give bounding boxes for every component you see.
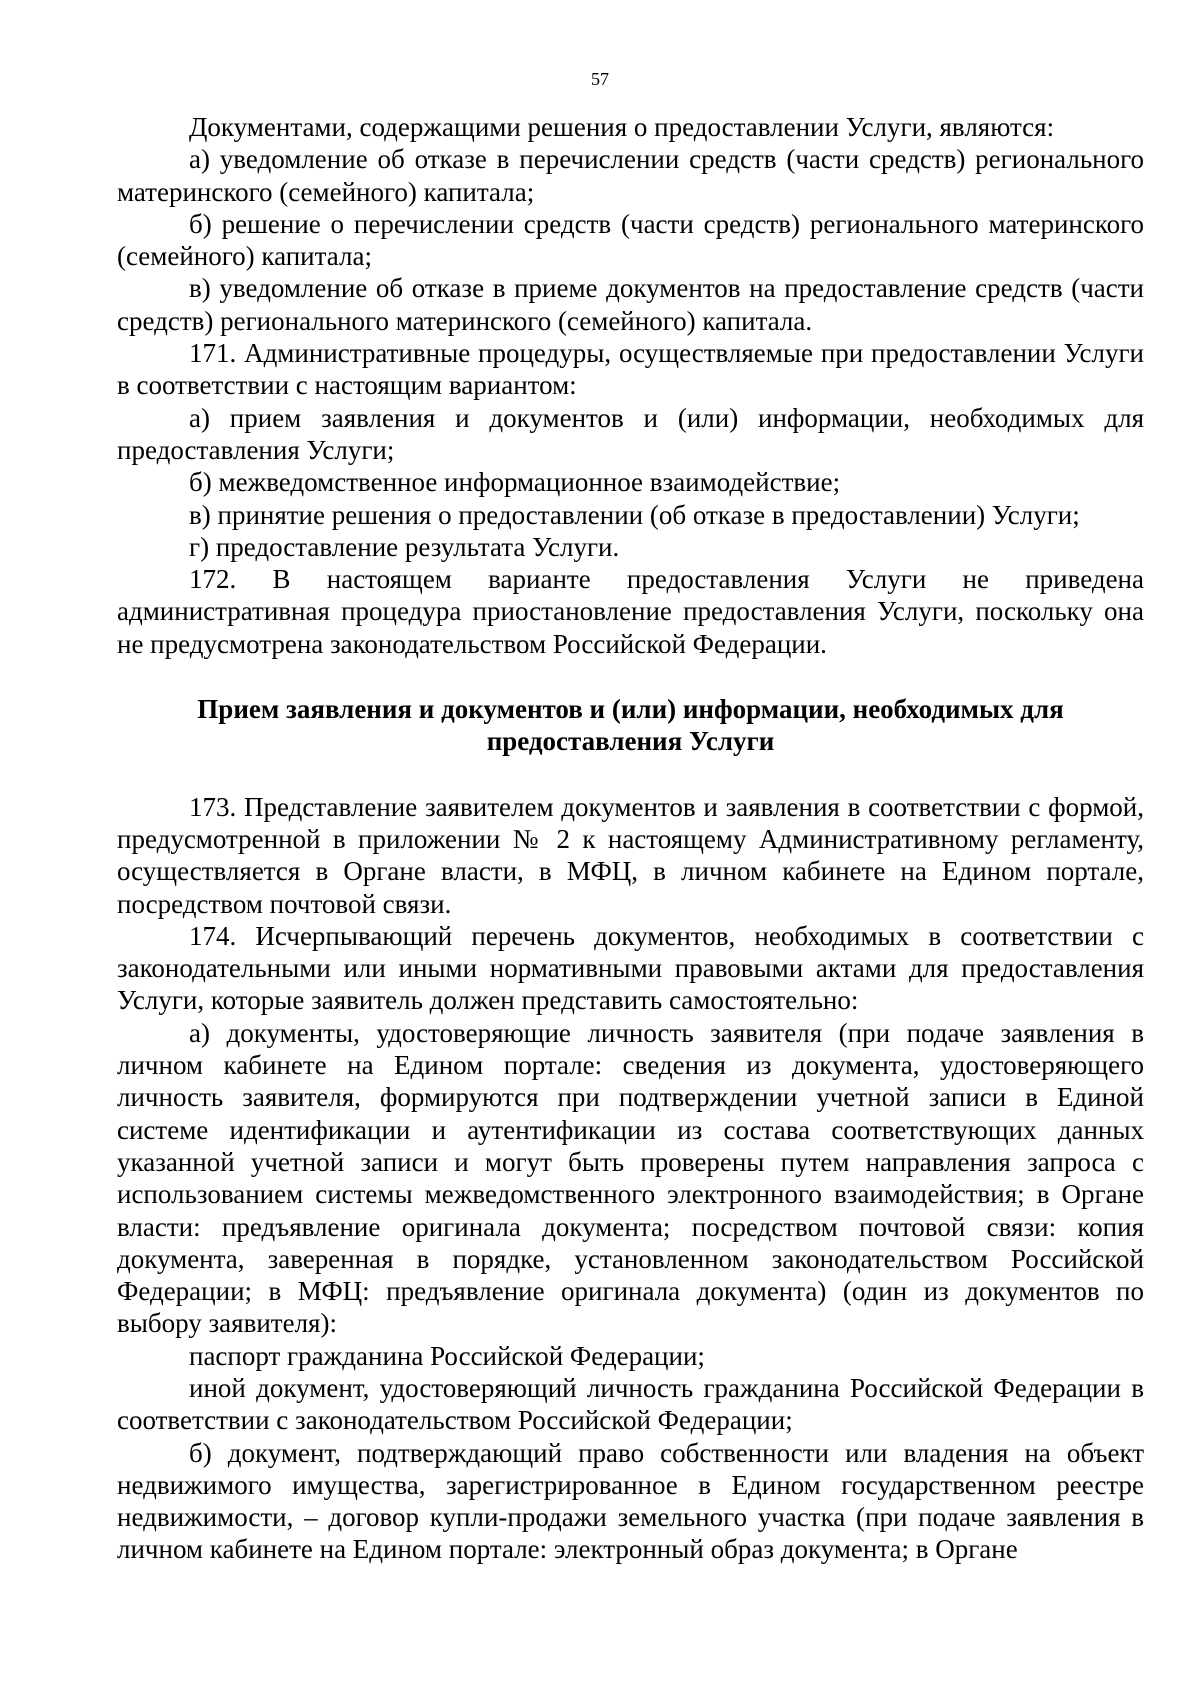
paragraph: в) принятие решения о предоставлении (об отказе в предоставлении) Услуги; <box>189 499 1080 530</box>
paragraph: б) межведомственное информационное взаимодействие; <box>189 467 841 498</box>
paragraph: а) документы, удостоверяющие личность заявителя (при подаче заявления в личном кабинете на Едином портале: сведения из документа, удостоверяющего личность заявителя, формируются при подтверждении учетной записи в Единой системе идентификации и аутентификации из состава соответствующих данных указанной учетной записи и могут быть проверены путем направления запроса с использованием системы межведомственного электронного взаимодействия; в Органе власти: предъявление оригинала документа; посредством почтовой связи: копия документа, заверенная в порядке, установленном законодательством Российской Федерации; в МФЦ: предъявление оригинала документа) (один из документов по выбору заявителя): <box>117 1017 1144 1339</box>
page-number: 57 <box>591 69 609 89</box>
section-heading-line: предоставления Услуги <box>486 726 775 757</box>
paragraph: 172. В настоящем варианте предоставления Услуги не приведена административная процедура приостановление предоставления Услуги, поскольку она не предусмотрена законодательством Российской Федерации. <box>117 564 1144 659</box>
document-body <box>117 111 1144 1566</box>
section-heading-line: Прием заявления и документов и (или) информации, необходимых для <box>197 694 1064 725</box>
paragraph: паспорт гражданина Российской Федерации; <box>189 1340 705 1371</box>
paragraph: а) прием заявления и документов и (или) информации, необходимых для предоставления Услуги; <box>117 402 1144 465</box>
paragraph: а) уведомление об отказе в перечислении средств (части средств) регионального материнского (семейного) капитала; <box>117 144 1144 207</box>
section-heading <box>117 693 1144 758</box>
paragraph: б) решение о перечислении средств (части средств) регионального материнского (семейного) капитала; <box>117 208 1144 272</box>
paragraph: в) уведомление об отказе в приеме документов на предоставление средств (части средств) регионального материнского (семейного) капитала. <box>117 273 1144 336</box>
paragraph: 174. Исчерпывающий перечень документов, необходимых в соответствии с законодательными или иными нормативными правовыми актами для предоставления Услуги, которые заявитель должен представить самостоятельно: <box>117 920 1144 1016</box>
paragraph: г) предоставление результата Услуги. <box>189 531 620 562</box>
paragraph: 171. Административные процедуры, осуществляемые при предоставлении Услуги в соответствии с настоящим вариантом: <box>117 338 1144 401</box>
paragraph: 173. Представление заявителем документов и заявления в соответствии с формой, предусмотренной в приложении № 2 к настоящему Административному регламенту, осуществляется в Органе власти, в МФЦ, в личном кабинете на Едином портале, посредством почтовой связи. <box>117 791 1144 919</box>
paragraph: Документами, содержащими решения о предоставлении Услуги, являются: <box>189 112 1055 142</box>
paragraph: иной документ, удостоверяющий личность гражданина Российской Федерации в соответствии с законодательством Российской Федерации; <box>117 1372 1144 1436</box>
paragraph: б) документ, подтверждающий право собственности или владения на объект недвижимого имущества, зарегистрированное в Едином государственном реестре недвижимости, – договор купли-продажи земельного участка (при подаче заявления в личном кабинете на Едином портале: электронный образ документа; в Органе <box>117 1437 1144 1565</box>
